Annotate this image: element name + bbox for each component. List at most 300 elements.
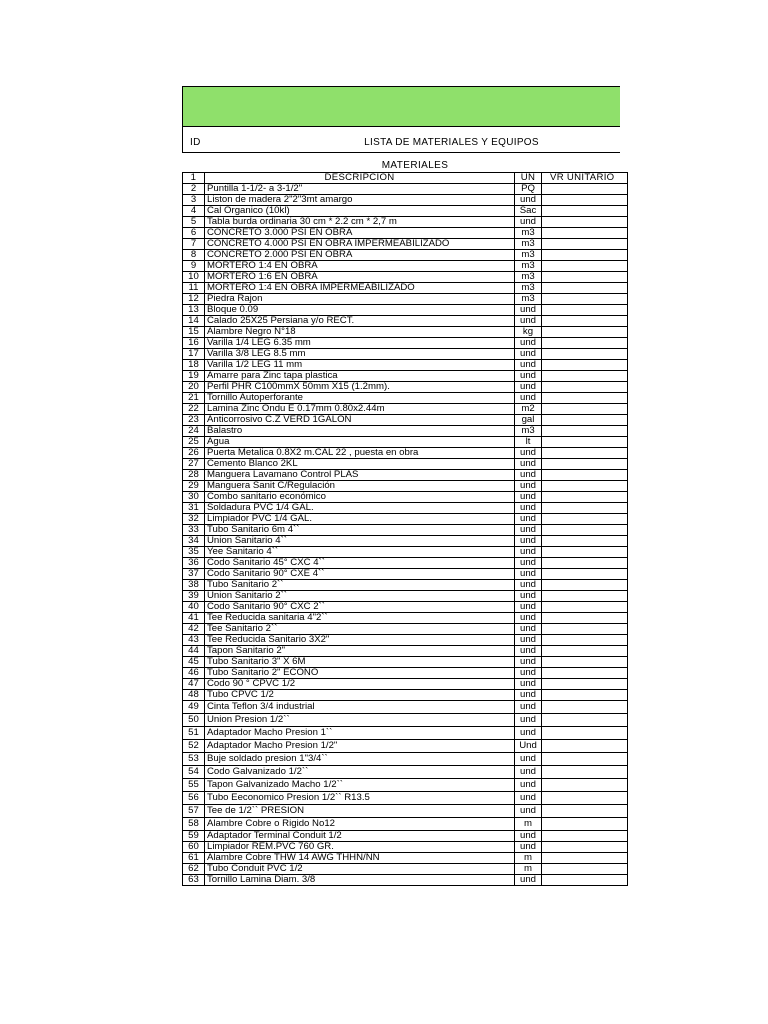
row-id-cell: 7: [183, 239, 205, 250]
row-unit-cell: und: [515, 701, 542, 714]
row-unit-price-cell: [542, 864, 628, 875]
row-id-cell: 13: [183, 305, 205, 316]
table-row: [183, 338, 628, 349]
row-description-cell: Tapon Sanitario 2": [205, 646, 515, 657]
row-description-cell: Union Sanitario 2``: [205, 591, 515, 602]
row-description-cell: Manguera Sanit C/Regulación: [205, 481, 515, 492]
row-description-cell: Codo 90 ° CPVC 1/2: [205, 679, 515, 690]
row-description-cell: Tubo CPVC 1/2: [205, 690, 515, 701]
row-unit-cell: und: [515, 842, 542, 853]
table-row: [183, 250, 628, 261]
row-unit-price-cell: [542, 503, 628, 514]
section-title-text: MATERIALES: [381, 160, 449, 171]
table-row: [183, 753, 628, 766]
table-row: [183, 393, 628, 404]
row-unit-price-cell: [542, 536, 628, 547]
table-row: [183, 525, 628, 536]
row-id-cell: 40: [183, 602, 205, 613]
row-id-cell: 25: [183, 437, 205, 448]
row-unit-cell: und: [515, 536, 542, 547]
row-unit-price-cell: [542, 690, 628, 701]
header-description-cell: DESCRIPCION: [205, 173, 515, 184]
header-banner: [182, 86, 620, 127]
row-unit-cell: m: [515, 853, 542, 864]
table-row: [183, 875, 628, 886]
row-description-cell: Lamina Zinc Ondu E 0.17mm 0.80x2.44m: [205, 404, 515, 415]
row-description-cell: Tee de 1/2`` PRESION: [205, 805, 515, 818]
row-unit-cell: und: [515, 727, 542, 740]
row-id-cell: 59: [183, 831, 205, 842]
row-unit-cell: und: [515, 316, 542, 327]
row-unit-price-cell: [542, 250, 628, 261]
header-unit-price-cell: VR UNITARIO: [542, 173, 628, 184]
row-id-cell: 38: [183, 580, 205, 591]
row-id-cell: 3: [183, 195, 205, 206]
row-id-cell: 43: [183, 635, 205, 646]
row-id-cell: 48: [183, 690, 205, 701]
row-unit-price-cell: [542, 591, 628, 602]
table-row: [183, 864, 628, 875]
row-id-cell: 2: [183, 184, 205, 195]
row-id-cell: 36: [183, 558, 205, 569]
row-unit-price-cell: [542, 294, 628, 305]
row-unit-price-cell: [542, 393, 628, 404]
row-id-cell: 62: [183, 864, 205, 875]
row-unit-cell: m3: [515, 239, 542, 250]
table-row: [183, 646, 628, 657]
row-unit-cell: Sac: [515, 206, 542, 217]
table-row: [183, 371, 628, 382]
row-unit-cell: und: [515, 481, 542, 492]
row-description-cell: Tabla burda ordinaria 30 cm * 2.2 cm * 2,7 m: [205, 217, 515, 228]
row-unit-cell: gal: [515, 415, 542, 426]
row-unit-cell: und: [515, 714, 542, 727]
table-row: [183, 613, 628, 624]
row-unit-cell: und: [515, 558, 542, 569]
table-row: [183, 766, 628, 779]
document-title: LISTA DE MATERIALES Y EQUIPOS: [364, 137, 539, 148]
row-unit-cell: und: [515, 393, 542, 404]
table-row: [183, 382, 628, 393]
row-id-cell: 61: [183, 853, 205, 864]
id-column-label: ID: [190, 137, 201, 148]
row-description-cell: Buje soldado presion 1"3/4``: [205, 753, 515, 766]
row-unit-cell: m: [515, 864, 542, 875]
row-id-cell: 23: [183, 415, 205, 426]
row-unit-price-cell: [542, 305, 628, 316]
row-id-cell: 9: [183, 261, 205, 272]
row-unit-price-cell: [542, 327, 628, 338]
row-unit-cell: und: [515, 459, 542, 470]
row-id-cell: 49: [183, 701, 205, 714]
table-row: [183, 624, 628, 635]
table-row: [183, 470, 628, 481]
row-unit-cell: und: [515, 360, 542, 371]
row-id-cell: 21: [183, 393, 205, 404]
row-unit-price-cell: [542, 679, 628, 690]
row-unit-price-cell: [542, 558, 628, 569]
row-id-cell: 24: [183, 426, 205, 437]
table-row: [183, 842, 628, 853]
row-unit-cell: und: [515, 448, 542, 459]
table-row: [183, 805, 628, 818]
table-row: [183, 503, 628, 514]
row-id-cell: 33: [183, 525, 205, 536]
table-row: [183, 740, 628, 753]
row-unit-cell: und: [515, 382, 542, 393]
row-id-cell: 18: [183, 360, 205, 371]
row-id-cell: 57: [183, 805, 205, 818]
row-unit-price-cell: [542, 624, 628, 635]
row-description-cell: Bloque 0.09: [205, 305, 515, 316]
row-unit-cell: und: [515, 646, 542, 657]
row-unit-price-cell: [542, 195, 628, 206]
row-unit-cell: Und: [515, 740, 542, 753]
row-description-cell: Cal Organico (10kl): [205, 206, 515, 217]
row-unit-price-cell: [542, 459, 628, 470]
table-row: [183, 481, 628, 492]
row-unit-price-cell: [542, 831, 628, 842]
row-description-cell: Varilla 3/8 LEG 8.5 mm: [205, 349, 515, 360]
row-unit-price-cell: [542, 382, 628, 393]
row-unit-cell: m3: [515, 228, 542, 239]
row-unit-cell: und: [515, 753, 542, 766]
row-unit-price-cell: [542, 228, 628, 239]
row-description-cell: MORTERO 1:4 EN OBRA IMPERMEABILIZADO: [205, 283, 515, 294]
row-unit-price-cell: [542, 875, 628, 886]
row-description-cell: Codo Sanitario 45° CXC 4``: [205, 558, 515, 569]
row-unit-cell: m2: [515, 404, 542, 415]
table-row: [183, 261, 628, 272]
row-unit-price-cell: [542, 470, 628, 481]
row-unit-price-cell: [542, 727, 628, 740]
row-unit-price-cell: [542, 853, 628, 864]
row-description-cell: Alambre Cobre THW 14 AWG THHN/NN: [205, 853, 515, 864]
row-unit-price-cell: [542, 805, 628, 818]
row-id-cell: 6: [183, 228, 205, 239]
table-row: [183, 831, 628, 842]
row-unit-cell: und: [515, 195, 542, 206]
row-unit-price-cell: [542, 547, 628, 558]
row-description-cell: MORTERO 1:4 EN OBRA: [205, 261, 515, 272]
table-row: [183, 360, 628, 371]
row-description-cell: Tee Reducida sanitaria 4"2``: [205, 613, 515, 624]
row-unit-cell: PQ: [515, 184, 542, 195]
materials-table: [182, 172, 628, 886]
row-id-cell: 34: [183, 536, 205, 547]
row-unit-price-cell: [542, 646, 628, 657]
row-unit-cell: und: [515, 875, 542, 886]
row-description-cell: Anticorrosivo C.Z VERD 1GALON: [205, 415, 515, 426]
row-unit-cell: und: [515, 792, 542, 805]
row-id-cell: 42: [183, 624, 205, 635]
row-description-cell: Liston de madera 2"2"3mt amargo: [205, 195, 515, 206]
row-unit-price-cell: [542, 779, 628, 792]
row-description-cell: Puerta Metalica 0.8X2 m.CAL 22 , puesta en obra: [205, 448, 515, 459]
row-unit-price-cell: [542, 448, 628, 459]
row-unit-cell: und: [515, 492, 542, 503]
table-row: [183, 448, 628, 459]
table-row: [183, 657, 628, 668]
row-description-cell: Tapon Galvanizado Macho 1/2``: [205, 779, 515, 792]
row-id-cell: 51: [183, 727, 205, 740]
row-description-cell: Alambre Cobre o Rigido No12: [205, 818, 515, 831]
row-description-cell: Adaptador Terminal Conduit 1/2: [205, 831, 515, 842]
row-unit-cell: und: [515, 371, 542, 382]
row-unit-cell: und: [515, 569, 542, 580]
row-description-cell: CONCRETO 3.000 PSI EN OBRA: [205, 228, 515, 239]
row-id-cell: 41: [183, 613, 205, 624]
row-unit-cell: und: [515, 831, 542, 842]
row-unit-cell: und: [515, 766, 542, 779]
row-unit-price-cell: [542, 580, 628, 591]
row-description-cell: Perfil PHR C100mmX 50mm X15 (1.2mm).: [205, 382, 515, 393]
row-description-cell: Tornillo Autoperforante: [205, 393, 515, 404]
row-description-cell: Limpiador REM.PVC 760 GR.: [205, 842, 515, 853]
table-row: [183, 792, 628, 805]
section-title: [182, 160, 620, 172]
row-description-cell: Varilla 1/4 LEG 6.35 mm: [205, 338, 515, 349]
row-description-cell: CONCRETO 2.000 PSI EN OBRA: [205, 250, 515, 261]
row-description-cell: Amarre para Zinc tapa plastica: [205, 371, 515, 382]
row-unit-cell: m3: [515, 250, 542, 261]
row-description-cell: CONCRETO 4.000 PSI EN OBRA IMPERMEABILIZADO: [205, 239, 515, 250]
table-row: [183, 536, 628, 547]
table-row: [183, 404, 628, 415]
row-description-cell: Tubo Sanitario 6m 4``: [205, 525, 515, 536]
table-row: [183, 547, 628, 558]
row-description-cell: Combo sanitario económico: [205, 492, 515, 503]
row-unit-cell: und: [515, 624, 542, 635]
row-description-cell: Alambre Negro N°18: [205, 327, 515, 338]
table-row: [183, 580, 628, 591]
row-unit-price-cell: [542, 481, 628, 492]
row-id-cell: 16: [183, 338, 205, 349]
row-id-cell: 55: [183, 779, 205, 792]
row-description-cell: Varilla 1/2 LEG 11 mm: [205, 360, 515, 371]
row-unit-price-cell: [542, 404, 628, 415]
row-id-cell: 14: [183, 316, 205, 327]
row-id-cell: 60: [183, 842, 205, 853]
row-unit-price-cell: [542, 514, 628, 525]
row-unit-price-cell: [542, 525, 628, 536]
table-row: [183, 327, 628, 338]
table-row: [183, 459, 628, 470]
row-id-cell: 29: [183, 481, 205, 492]
row-unit-cell: und: [515, 635, 542, 646]
table-row: [183, 228, 628, 239]
table-row: [183, 415, 628, 426]
header-unit-cell: UN: [515, 173, 542, 184]
table-row: [183, 426, 628, 437]
row-id-cell: 15: [183, 327, 205, 338]
row-unit-cell: m3: [515, 426, 542, 437]
row-id-cell: 8: [183, 250, 205, 261]
row-id-cell: 47: [183, 679, 205, 690]
row-description-cell: Tubo Sanitario 2``: [205, 580, 515, 591]
row-id-cell: 28: [183, 470, 205, 481]
table-row: [183, 635, 628, 646]
table-row: [183, 558, 628, 569]
row-description-cell: Cinta Teflon 3/4 industrial: [205, 701, 515, 714]
row-id-cell: 11: [183, 283, 205, 294]
row-unit-cell: m3: [515, 272, 542, 283]
row-description-cell: Limpiador PVC 1/4 GAL.: [205, 514, 515, 525]
row-unit-price-cell: [542, 184, 628, 195]
row-id-cell: 37: [183, 569, 205, 580]
table-header-row: [183, 173, 628, 184]
row-description-cell: Codo Sanitario 90° CXC 2``: [205, 602, 515, 613]
row-description-cell: Tubo Eeconomico Presion 1/2`` R13.5: [205, 792, 515, 805]
table-row: [183, 206, 628, 217]
table-row: [183, 690, 628, 701]
row-id-cell: 63: [183, 875, 205, 886]
row-unit-price-cell: [542, 371, 628, 382]
row-description-cell: Codo Sanitario 90° CXE 4``: [205, 569, 515, 580]
row-id-cell: 10: [183, 272, 205, 283]
table-row: [183, 569, 628, 580]
row-unit-price-cell: [542, 714, 628, 727]
row-unit-cell: und: [515, 217, 542, 228]
row-unit-price-cell: [542, 261, 628, 272]
row-unit-cell: m3: [515, 283, 542, 294]
row-unit-cell: und: [515, 349, 542, 360]
row-unit-price-cell: [542, 842, 628, 853]
row-description-cell: Piedra Rajon: [205, 294, 515, 305]
row-unit-price-cell: [542, 239, 628, 250]
row-id-cell: 50: [183, 714, 205, 727]
row-unit-price-cell: [542, 437, 628, 448]
row-description-cell: Balastro: [205, 426, 515, 437]
row-unit-price-cell: [542, 492, 628, 503]
row-description-cell: Soldadura PVC 1/4 GAL.: [205, 503, 515, 514]
header-id-cell: 1: [183, 173, 205, 184]
row-description-cell: Puntilla 1-1/2- a 3-1/2": [205, 184, 515, 195]
row-unit-price-cell: [542, 283, 628, 294]
row-unit-cell: und: [515, 779, 542, 792]
row-unit-price-cell: [542, 668, 628, 679]
row-id-cell: 58: [183, 818, 205, 831]
row-id-cell: 46: [183, 668, 205, 679]
row-description-cell: Tubo Conduit PVC 1/2: [205, 864, 515, 875]
row-unit-price-cell: [542, 206, 628, 217]
row-unit-cell: und: [515, 613, 542, 624]
row-id-cell: 26: [183, 448, 205, 459]
row-description-cell: Agua: [205, 437, 515, 448]
row-id-cell: 4: [183, 206, 205, 217]
table-row: [183, 294, 628, 305]
table-row: [183, 818, 628, 831]
row-id-cell: 31: [183, 503, 205, 514]
row-unit-price-cell: [542, 635, 628, 646]
table-row: [183, 217, 628, 228]
row-unit-cell: m3: [515, 261, 542, 272]
table-row: [183, 779, 628, 792]
table-row: [183, 679, 628, 690]
table-row: [183, 195, 628, 206]
row-unit-price-cell: [542, 569, 628, 580]
row-id-cell: 44: [183, 646, 205, 657]
row-description-cell: Cemento Blanco 2KL: [205, 459, 515, 470]
row-description-cell: Union Sanitario 4``: [205, 536, 515, 547]
table-row: [183, 701, 628, 714]
row-description-cell: Tubo Sanitario 3" X 6M: [205, 657, 515, 668]
row-unit-cell: und: [515, 805, 542, 818]
table-row: [183, 239, 628, 250]
row-unit-cell: m3: [515, 294, 542, 305]
row-id-cell: 52: [183, 740, 205, 753]
row-description-cell: Tee Reducida Sanitario 3X2": [205, 635, 515, 646]
row-unit-cell: und: [515, 305, 542, 316]
row-unit-cell: und: [515, 690, 542, 701]
row-unit-cell: und: [515, 470, 542, 481]
row-description-cell: Tee Sanitario 2``: [205, 624, 515, 635]
row-unit-price-cell: [542, 426, 628, 437]
row-unit-cell: und: [515, 602, 542, 613]
row-unit-cell: und: [515, 657, 542, 668]
row-description-cell: Yee Sanitario 4``: [205, 547, 515, 558]
row-unit-price-cell: [542, 349, 628, 360]
table-row: [183, 714, 628, 727]
row-unit-cell: und: [515, 580, 542, 591]
row-unit-cell: und: [515, 668, 542, 679]
row-description-cell: Adaptador Macho Presion 1/2": [205, 740, 515, 753]
row-description-cell: Tornillo Lamina Diam. 3/8: [205, 875, 515, 886]
row-id-cell: 39: [183, 591, 205, 602]
row-unit-cell: und: [515, 338, 542, 349]
row-unit-price-cell: [542, 316, 628, 327]
row-unit-price-cell: [542, 613, 628, 624]
table-row: [183, 727, 628, 740]
row-unit-price-cell: [542, 818, 628, 831]
row-description-cell: Calado 25X25 Persiana y/o RECT.: [205, 316, 515, 327]
table-row: [183, 272, 628, 283]
row-id-cell: 5: [183, 217, 205, 228]
row-description-cell: Tubo Sanitario 2" ECONO: [205, 668, 515, 679]
row-id-cell: 19: [183, 371, 205, 382]
row-id-cell: 35: [183, 547, 205, 558]
row-id-cell: 54: [183, 766, 205, 779]
row-unit-cell: lt: [515, 437, 542, 448]
row-unit-price-cell: [542, 657, 628, 668]
row-id-cell: 12: [183, 294, 205, 305]
row-unit-cell: und: [515, 547, 542, 558]
row-unit-price-cell: [542, 602, 628, 613]
row-unit-cell: und: [515, 679, 542, 690]
table-row: [183, 349, 628, 360]
row-unit-cell: und: [515, 525, 542, 536]
table-row: [183, 668, 628, 679]
row-unit-cell: und: [515, 591, 542, 602]
table-row: [183, 492, 628, 503]
table-row: [183, 437, 628, 448]
row-unit-price-cell: [542, 740, 628, 753]
table-row: [183, 184, 628, 195]
row-unit-price-cell: [542, 217, 628, 228]
row-id-cell: 27: [183, 459, 205, 470]
table-row: [183, 305, 628, 316]
table-row: [183, 602, 628, 613]
row-unit-cell: und: [515, 503, 542, 514]
row-id-cell: 53: [183, 753, 205, 766]
row-id-cell: 45: [183, 657, 205, 668]
row-unit-price-cell: [542, 415, 628, 426]
row-unit-price-cell: [542, 766, 628, 779]
row-unit-price-cell: [542, 272, 628, 283]
row-unit-price-cell: [542, 338, 628, 349]
row-id-cell: 22: [183, 404, 205, 415]
table-row: [183, 514, 628, 525]
